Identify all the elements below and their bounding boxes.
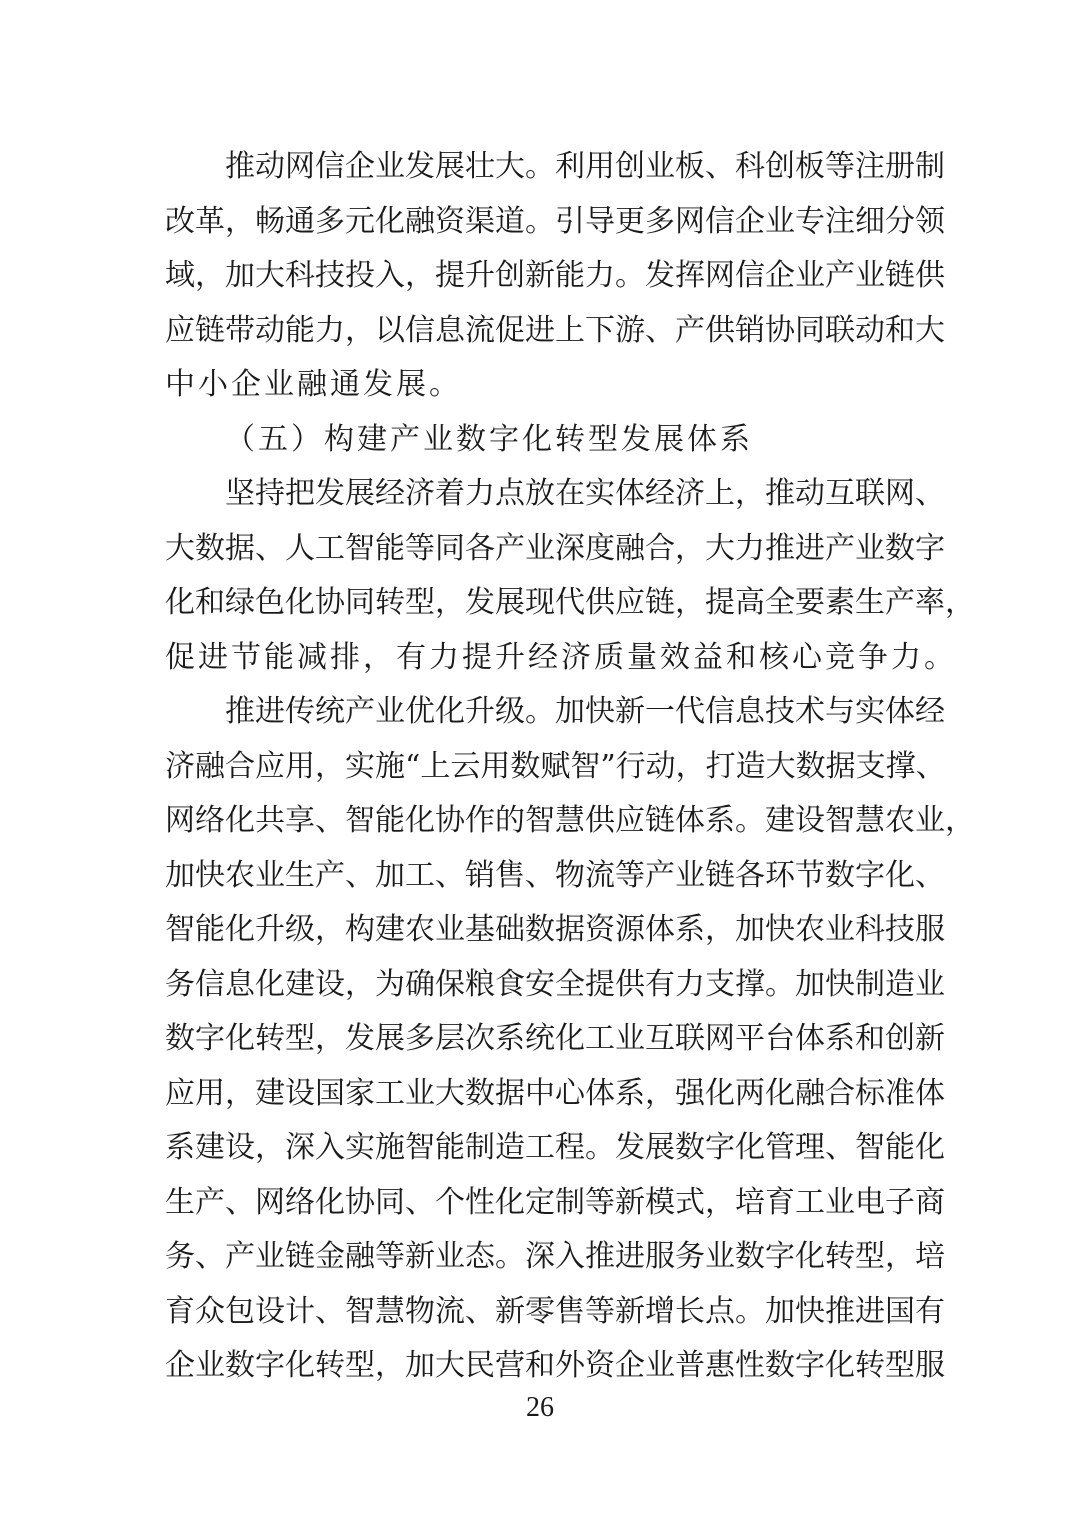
- text-line: 域，加大科技投入，提升创新能力。发挥网信企业产业链供: [165, 258, 945, 293]
- text-line: 推动网信企业发展壮大。利用创业板、科创板等注册制: [225, 149, 945, 184]
- text-line: 坚持把发展经济着力点放在实体经济上，推动互联网、: [225, 476, 945, 511]
- text-line: 务、产业链金融等新业态。深入推进服务业数字化转型，培: [165, 1239, 945, 1274]
- text-line: 济融合应用，实施“上云用数赋智”行动，打造大数据支撑、: [165, 748, 946, 784]
- text-line: 推进传统产业优化升级。加快新一代信息技术与实体经: [225, 694, 945, 729]
- text-line: 智能化升级，构建农业基础数据资源体系，加快农业科技服: [165, 912, 945, 947]
- text-line: 系建设，深入实施智能制造工程。发展数字化管理、智能化: [165, 1130, 945, 1165]
- text-line: 生产、网络化协同、个性化定制等新模式，培育工业电子商: [165, 1184, 945, 1220]
- text-line: 数字化转型，发展多层次系统化工业互联网平台体系和创新: [165, 1021, 945, 1056]
- text-line: 网络化共享、智能化协作的智慧供应链体系。建设智慧农业，: [165, 803, 975, 838]
- text-line: 促进节能减排，有力提升经济质量效益和核心竞争力。: [165, 639, 957, 675]
- text-line: 大数据、人工智能等同各产业深度融合，大力推进产业数字: [165, 530, 945, 566]
- text-line: 育众包设计、智慧物流、新零售等新增长点。加快推进国有: [165, 1293, 945, 1329]
- text-line: 务信息化建设，为确保粮食安全提供有力支撑。加快制造业: [165, 966, 945, 1002]
- text-line: 中小企业融通发展。: [165, 367, 462, 402]
- page-number: 26: [526, 1392, 554, 1423]
- document-body: [165, 140, 975, 1394]
- section-heading: （五）构建产业数字化转型发展体系: [225, 421, 753, 457]
- text-line: 应链带动能力，以信息流促进上下游、产供销协同联动和大: [165, 312, 945, 348]
- text-line: 企业数字化转型，加大民营和外资企业普惠性数字化转型服: [165, 1348, 945, 1383]
- text-line: 化和绿色化协同转型，发展现代供应链，提高全要素生产率，: [165, 585, 975, 620]
- text-line: 改革，畅通多元化融资渠道。引导更多网信企业专注细分领: [165, 203, 945, 239]
- text-line: 应用，建设国家工业大数据中心体系，强化两化融合标准体: [165, 1075, 945, 1111]
- text-line: 加快农业生产、加工、销售、物流等产业链各环节数字化、: [165, 857, 945, 893]
